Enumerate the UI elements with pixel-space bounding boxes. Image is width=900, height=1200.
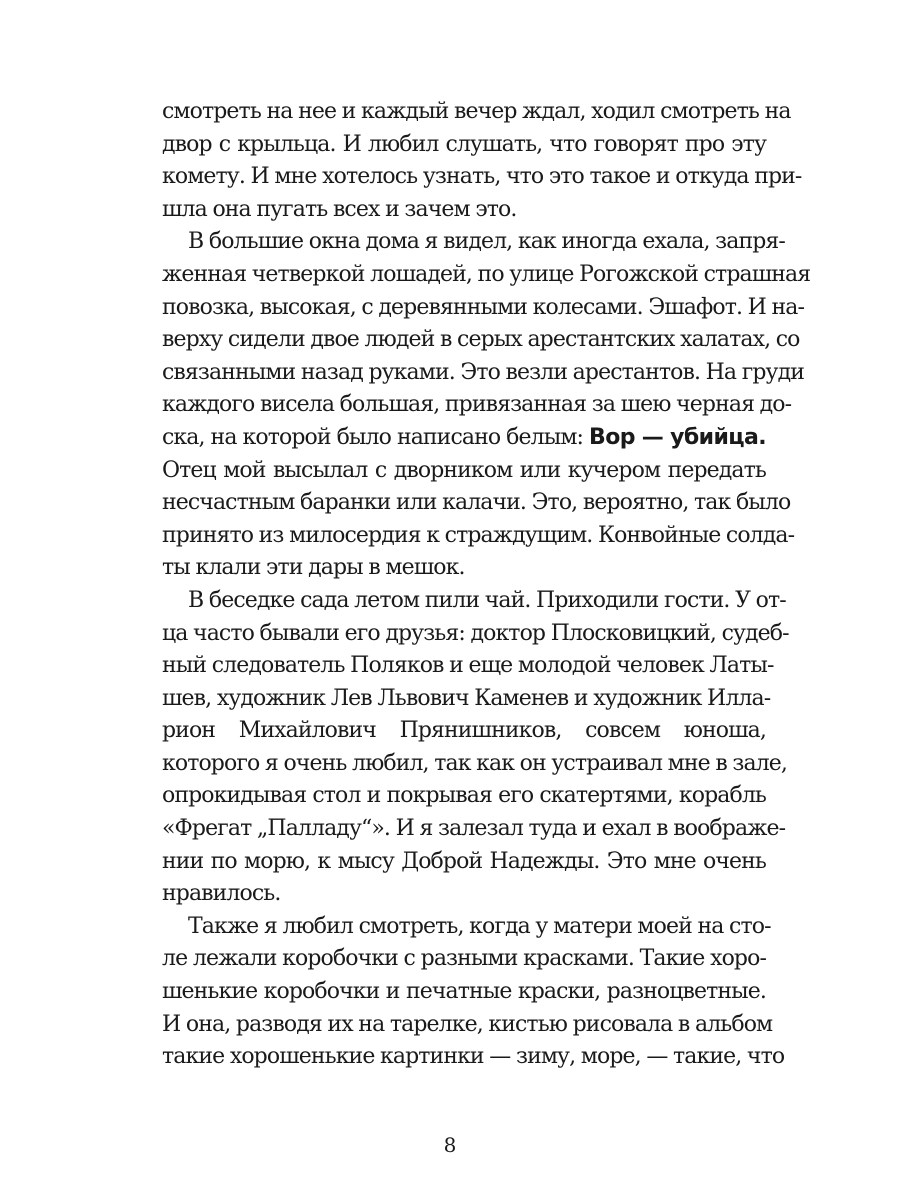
text-line: В беседке сада летом пили чай. Приходили гости. У от- — [188, 587, 786, 613]
page-number: 8 — [443, 1133, 457, 1157]
text-line: шев, художник Лев Львович Каменев и художник Илла- — [162, 685, 771, 711]
page-text — [162, 96, 811, 1074]
text-line: двор с крыльца. И любил слушать, что говорят про эту — [162, 131, 766, 157]
text-line: ный следователь Поляков и еще молодой человек Латы- — [162, 653, 774, 679]
text-line: несчастным баранки или калачи. Это, вероятно, так было — [162, 490, 791, 516]
text-line: ца часто бывали его друзья: доктор Плосковицкий, судеб- — [162, 620, 789, 646]
text-line: комету. И мне хотелось узнать, что это такое и откуда при- — [162, 164, 802, 190]
text-line: женная четверкой лошадей, по улице Рогожской страшная — [162, 261, 811, 287]
text-line: опрокидывая стол и покрывая его скатертями, корабль — [162, 783, 766, 809]
text-line: шла она пугать всех и зачем это. — [162, 196, 517, 222]
paragraph-2 — [162, 226, 811, 585]
text-line: шенькие коробочки и печатные краски, разноцветные. — [162, 979, 766, 1005]
paragraph-4 — [162, 911, 785, 1074]
text-line: нравилось. — [162, 881, 281, 907]
text-line: повозка, высокая, с деревянными колесами. Эшафот. И на- — [162, 294, 805, 320]
text-line: И она, разводя их на тарелке, кистью рисовала в альбом — [162, 1011, 773, 1037]
text-line: принято из милосердия к страждущим. Конвойные солда- — [162, 522, 795, 548]
text-line: верху сидели двое людей в серых арестантских халатах, со — [162, 327, 800, 353]
text-line: связанными назад руками. Это везли арестантов. На груди — [162, 359, 805, 385]
text-line: рион Михайлович Прянишников, совсем юноша, — [162, 718, 766, 744]
paragraph-3 — [162, 585, 789, 911]
text-line: каждого висела большая, привязанная за шею черная до- — [162, 392, 792, 418]
text-line: ты клали эти дары в мешок. — [162, 555, 465, 581]
text-line: ле лежали коробочки с разными красками. Такие хоро- — [162, 946, 766, 972]
text-line: такие хорошенькие картинки — зиму, море, — такие, что — [162, 1044, 785, 1070]
text-line-start: ска, на которой было написано белым: — [162, 424, 590, 450]
text-line: «Фрегат „Палладу“». И я залезал туда и ехал в воображе- — [162, 816, 786, 842]
text-line: Также я любил смотреть, когда у матери моей на сто- — [188, 913, 771, 939]
text-line: смотреть на нее и каждый вечер ждал, ходил смотреть на — [162, 99, 791, 124]
text-line: В большие окна дома я видел, как иногда ехала, запря- — [188, 229, 785, 255]
bold-phrase: Вор — убийца. — [589, 424, 766, 450]
paragraph-1 — [162, 96, 802, 226]
text-line: нии по морю, к мысу Доброй Надежды. Это мне очень — [162, 848, 766, 874]
text-line: Отец мой высылал с дворником или кучером передать — [162, 457, 766, 483]
text-line: которого я очень любил, так как он устраивал мне в зале, — [162, 750, 787, 776]
text-line-with-bold — [162, 422, 766, 455]
